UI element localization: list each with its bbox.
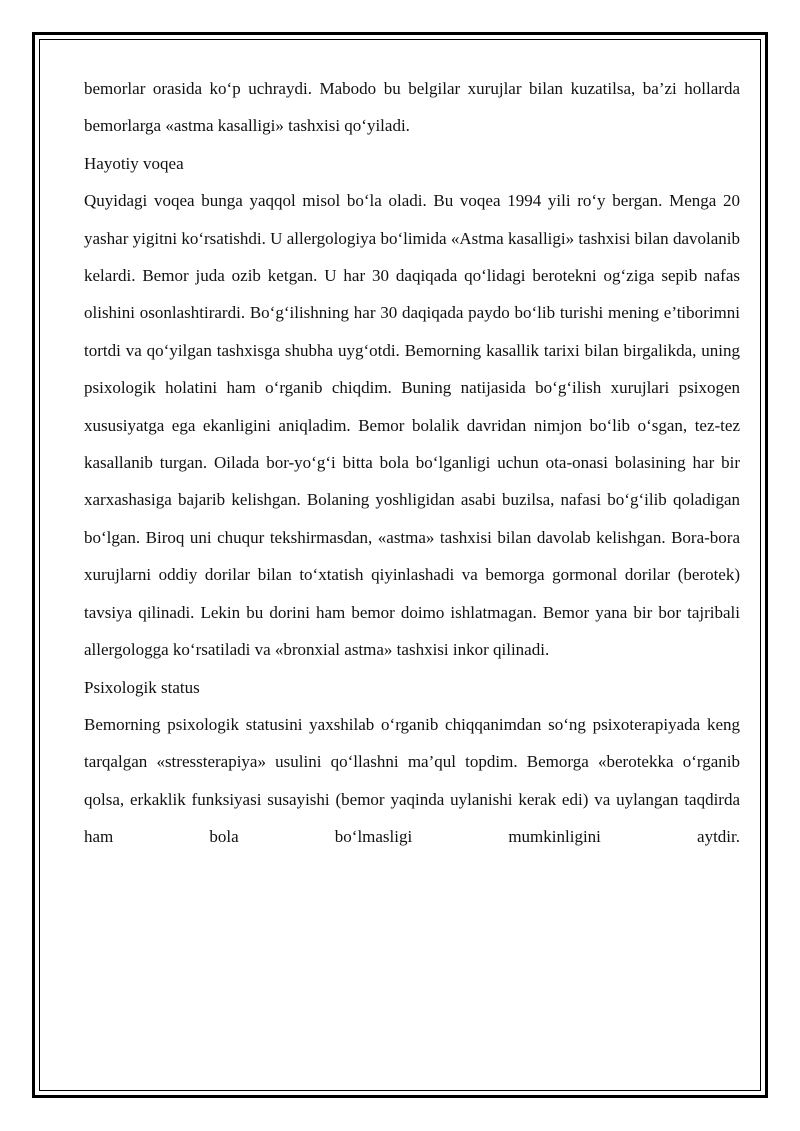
paragraph-case-story: Quyidagi voqea bunga yaqqol misol bo‘la oladi. Bu voqea 1994 yili ro‘y bergan. Menga 20 yashar yigitni ko‘rsatishdi. U allergologiya bo‘limida «Astma kasalligi» tashxisi bilan davolanib kelardi. Bemor juda ozib ketgan. U har 30 daqiqada qo‘lidagi berotekni og‘ziga sepib nafas olishini osonlashtirardi. Bo‘g‘ilishning har 30 daqiqada paydo bo‘lib turishi mening e’tiborimni tortdi va qo‘yilgan tashxisga shubha uyg‘otdi. Bemorning kasallik tarixi bilan birgalikda, uning psixologik holatini ham o‘rganib chiqdim. Buning natijasida bo‘g‘ilish xurujlari psixogen xususiyatga ega ekanligini aniqladim. Bemor bolalik davridan nimjon bo‘lib o‘sgan, tez-tez kasallanib turgan. Oilada bor-yo‘g‘i bitta bola bo‘lganligi uchun ota-onasi bolasining har bir xarxashasiga bajarib kelishgan. Bolaning yoshligidan asabi buzilsa, nafasi bo‘g‘ilib qoladigan bo‘lgan. Biroq uni chuqur tekshirmasdan, «astma» tashxisi bilan davolab kelishgan. Bora-bora xurujlarni oddiy dorilar bilan to‘xtatish qiyinlashadi va bemorga gormonal dorilar (berotek) tavsiya qilinadi. Lekin bu dorini ham bemor doimo ishlatmagan. Bemor yana bir bor tajribali allergologga ko‘rsatiladi va «bronxial astma» tashxisi inkor qilinadi. [84, 191, 740, 660]
paragraph-psychological-status: Bemorning psixologik statusini yaxshilab o‘rganib chiqqanimdan so‘ng psixoterapiyada keng tarqalgan «stressterapiya» usulini qo‘llashni ma’qul topdim. Bemorga «berotekka o‘rganib qolsa, erkaklik funksiyasi susayishi (bemor yaqinda uylanishi kerak edi) va uylangan taqdirda ham bola bo‘lmasligi mumkinligini aytdir. [84, 714, 740, 847]
section-heading-hayotiy-voqea: Hayotiy voqea [84, 153, 184, 173]
document-body [84, 70, 740, 856]
section-heading-psixologik-status: Psixologik status [84, 677, 200, 697]
paragraph-intro-continuation: bemorlar orasida ko‘p uchraydi. Mabodo bu belgilar xurujlar bilan kuzatilsa, ba’zi hollarda bemorlarga «astma kasalligi» tashxisi qo‘yiladi. [84, 79, 740, 136]
